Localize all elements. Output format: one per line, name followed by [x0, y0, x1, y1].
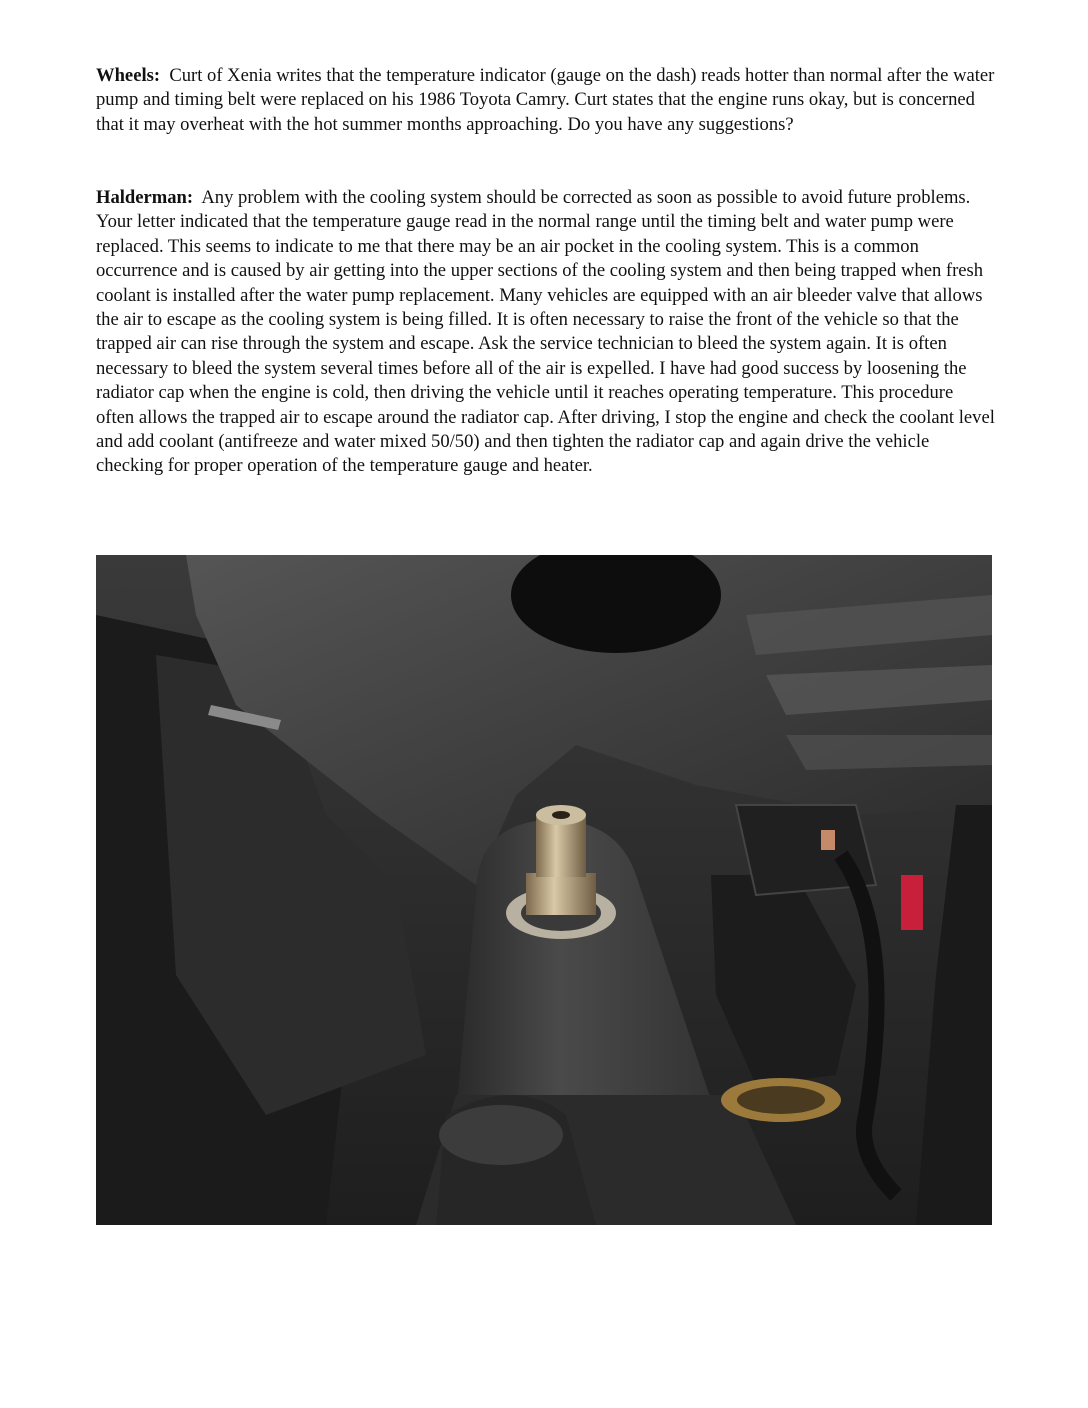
connector-wire-tip [821, 830, 835, 850]
question-speaker: Wheels: [96, 65, 161, 86]
bleeder-valve [536, 817, 586, 877]
photo-illustration [96, 555, 992, 1225]
answer-speaker: Halderman: [96, 187, 194, 208]
answer-text: Any problem with the cooling system should be corrected as soon as possible to avoid future problems. Your letter indicated that the temperature gauge read in the normal range until the timing belt and water pump were replaced. This seems to indicate to me that there may be an air pocket in the cooling system. This is a common occurrence and is caused by air getting into the upper sections of the cooling system and then being trapped when fresh coolant is installed after the water pump replacement. Many vehicles are equipped with an air bleeder valve that allows the air to escape as the cooling system is being filled. It is often necessary to raise the front of the vehicle so that the trapped air can rise through the system and escape. Ask the service technician to bleed the system again. It is often necessary to bleed the system several times before all of the air is expelled. I have had good success by loosening the radiator cap when the engine is cold, then driving the vehicle until it reaches operating temperature. This procedure often allows the trapped air to escape around the radiator cap. After driving, I stop the engine and check the coolant level and add coolant (antifreeze and water mixed 50/50) and then tighten the radiator cap and again drive the vehicle checking for proper operation of the temperature gauge and heater. [96, 187, 995, 477]
answer-paragraph [96, 186, 996, 479]
bleeder-valve-hole [552, 811, 570, 819]
engine-bleeder-valve-photo [96, 555, 992, 1225]
hose-clamp [439, 1105, 563, 1165]
sensor-brass-base-inner [737, 1086, 825, 1114]
question-paragraph [96, 64, 996, 137]
valve-hex-nut [526, 873, 596, 915]
question-text: Curt of Xenia writes that the temperature indicator (gauge on the dash) reads hotter than normal after the water pump and timing belt were replaced on his 1986 Toyota Camry. Curt states that the engine runs okay, but is concerned that it may overheat with the hot summer months approaching. Do you have any suggestions? [96, 65, 995, 135]
red-connector-tab [901, 875, 923, 930]
cover-rib-3 [786, 735, 992, 770]
